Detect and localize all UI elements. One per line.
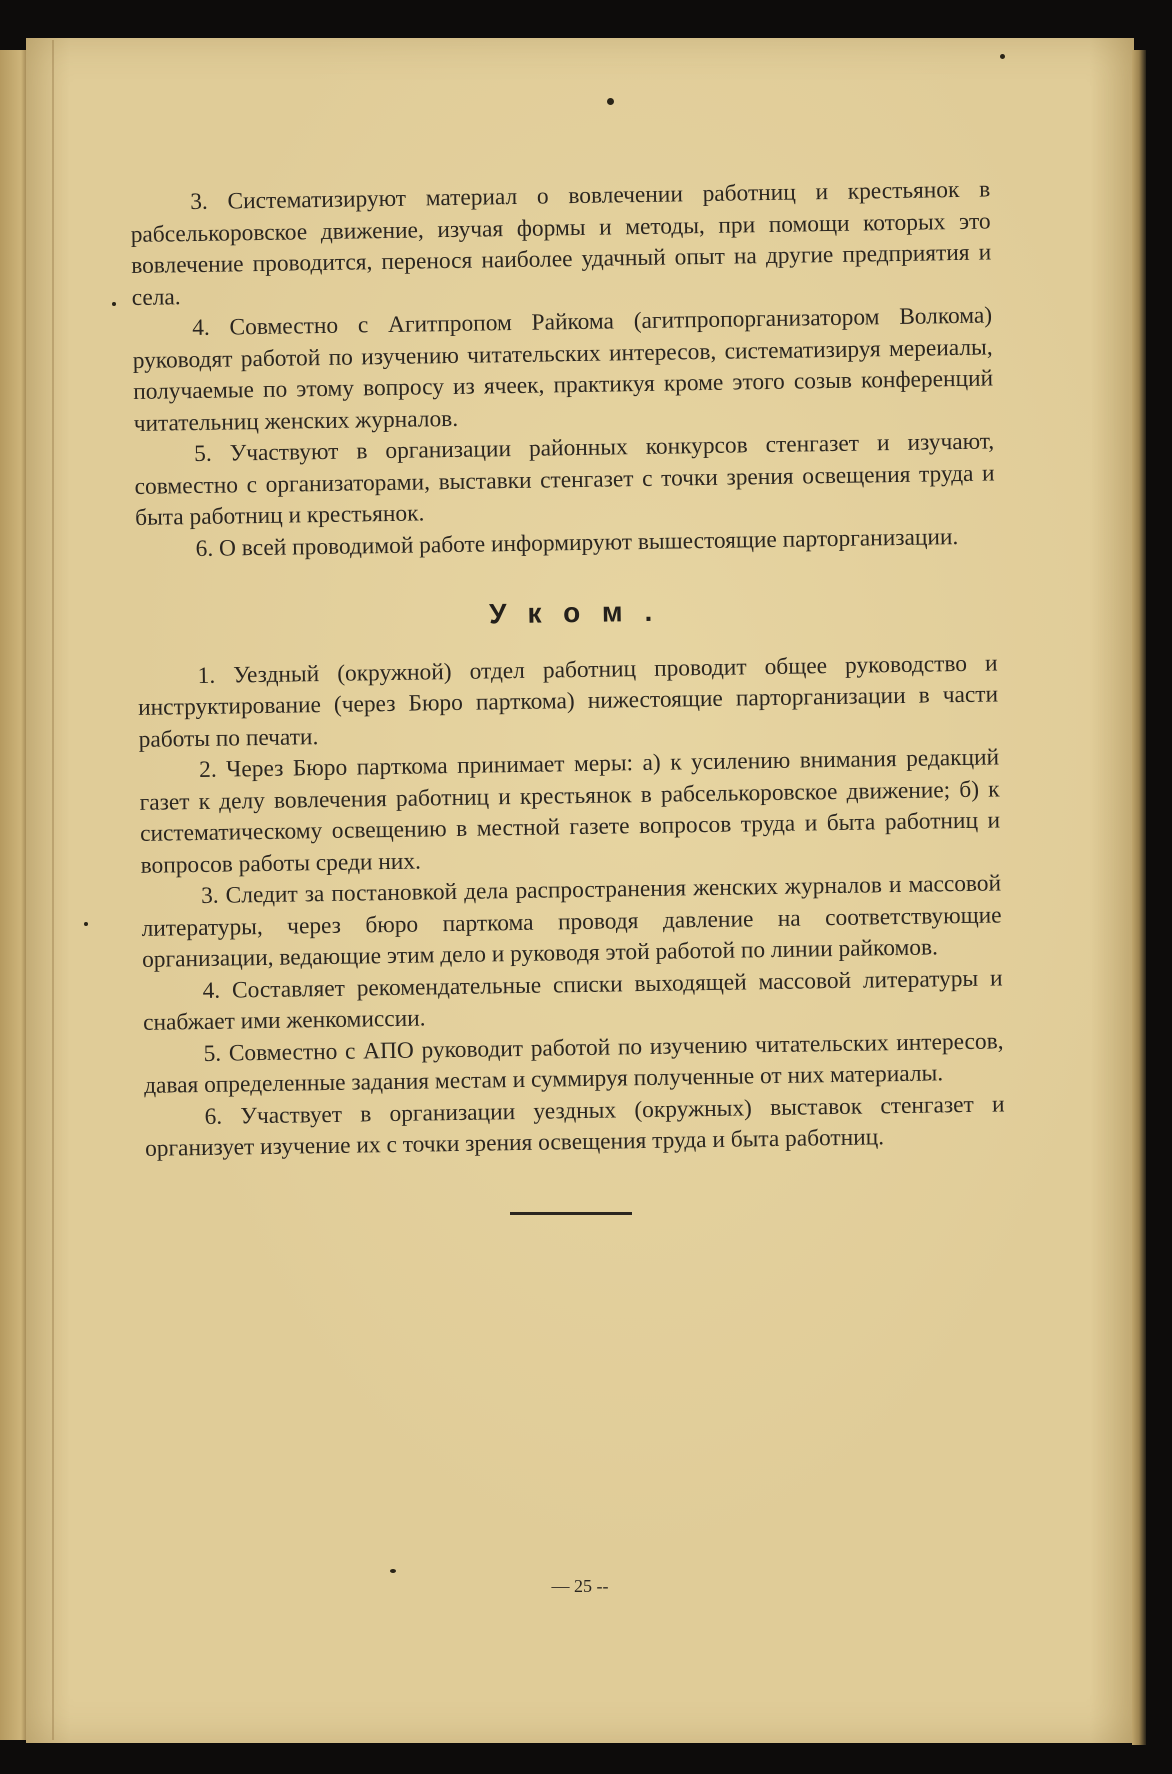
ink-speck [84,922,88,926]
paragraph: 4. Совместно с Агитпропом Райкома (агитпропорганизатором Волкома) руководят работой по изучению читательских интересов, систематизируя мереиалы, получаемые по этому вопросу из ячеек, практикуя кроме этого созыв конференций читательниц женских журналов. [132,302,994,437]
paragraph: 5. Участвуют в организации районных конкурсов стенгазет и изучают, совместно с организаторами, выставки стенгазет с точки зрения освещения труда и быта работниц и крестьянок. [134,428,995,531]
paragraph: 6. Участвует в организации уездных (окружных) выставок стенгазет и организует изучение их с точки зрения освещения труда и быта работниц. [144,1090,1005,1162]
paragraph: 6. О всей проводимой работе информируют вышестоящие парторганизации. [195,523,959,562]
binding-fold [52,40,54,1740]
paragraph: 3. Следит за постановкой дела распространения женских журналов и массовой литературы, через бюро парткома проводя давление на соответствующие организации, ведающие этим дело и руководя этой работой по линии райкомов. [141,870,1002,973]
page-number: — 25 -- [551,1576,609,1596]
page-stack-edge [1132,50,1146,1745]
paragraph: 1. Уездный (окружной) отдел работниц проводит общее руководство и инструктирование (через Бюро парткома) нижестоящие парторганизации в части работы по печати. [137,649,999,753]
ink-speck [390,1569,396,1573]
section-heading: Уком. [488,595,675,630]
paragraph: 5. Совместно с АПО руководит работой по изучению читательских интересов, давая определенные задания местам и суммируя полученные от них материалы. [143,1027,1004,1099]
page-text [130,174,1005,1165]
ink-speck [1000,54,1005,59]
paragraph: 2. Через Бюро парткома принимает меры: а) к усилению внимания редакций газет к делу вовлечения работниц и крестьянок в рабселькоровское движение; б) к систематическому освещению в местной газете вопросов труда и быта работниц и вопросов работы среди них. [139,744,1001,879]
closing-rule [510,1212,632,1215]
paragraph: 3. Систематизируют материал о вовлечении работниц и крестьянок в рабселькоровское движение, изучая формы и методы, при помощи которых это вовлечение проводится, перенося наиболее удачный опыт на другие предприятия и села. [130,176,992,311]
ink-speck [607,98,614,105]
paragraph: 4. Составляет рекомендательные списки выходящей массовой литературы и снабжает ими женкомиссии. [142,964,1003,1036]
ink-speck [112,302,116,306]
